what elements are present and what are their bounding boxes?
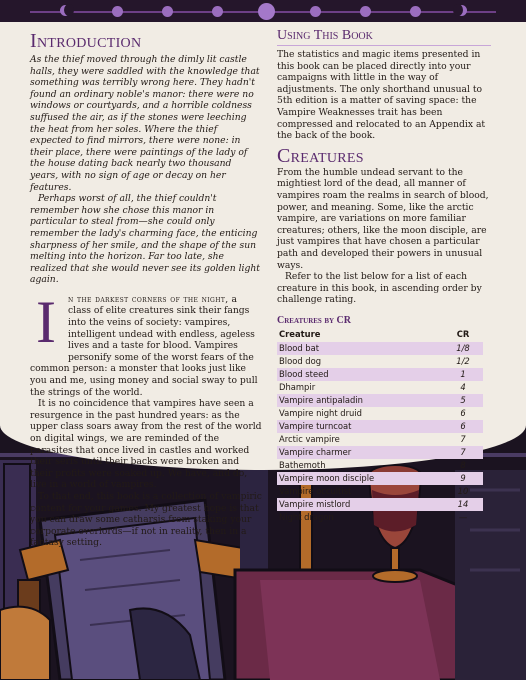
creature-name-cell: Vampire turncoat	[279, 421, 352, 432]
crescent-moon-icon	[60, 5, 71, 16]
table-row	[277, 472, 483, 485]
moon-phase-icon	[360, 6, 371, 17]
challenge-rating-cell: 1/8	[456, 343, 470, 354]
creature-name-cell: Bathemoth	[279, 460, 326, 471]
body-paragraph: It is no coincidence that vampires have seen a resurgence in the past hundred years: as the upper class soars away from the rest of the world on digital wings, we are reminded of the parasites that once lived in castles and worked their serfs until their backs were broken and their profits were soaked up. We have, and do, live in a world of vampires.	[30, 398, 262, 491]
table-row	[277, 342, 483, 355]
challenge-rating-cell: 6	[460, 421, 466, 432]
table-row	[277, 433, 483, 446]
table-row	[277, 355, 483, 368]
intro-body	[30, 288, 262, 549]
lead-in-text: n the darkest corners of the night,	[68, 293, 229, 305]
creature-name-cell: Dhampir	[279, 382, 316, 393]
moon-phase-icon	[162, 6, 173, 17]
creatures-text: Refer to the list below for a list of each creature in this book, in ascending order by challenge rating.	[277, 271, 482, 306]
challenge-rating-cell: 9	[460, 473, 466, 484]
full-moon-icon	[258, 3, 275, 20]
column-header-creature: Creature	[279, 329, 321, 340]
table-row	[277, 381, 483, 394]
challenge-rating-cell: 14	[457, 499, 469, 510]
challenge-rating-cell: 7	[460, 434, 466, 445]
creature-name-cell: Vampire mistlord	[279, 499, 351, 510]
table-title: Creatures by CR	[277, 314, 351, 326]
table-body	[277, 342, 483, 524]
challenge-rating-cell: 4	[460, 382, 466, 393]
creature-name-cell: Vampire antipaladin	[279, 395, 363, 406]
body-paragraph	[30, 288, 262, 398]
moon-phase-icon	[112, 6, 123, 17]
moon-phase-icon	[310, 6, 321, 17]
challenge-rating-cell: 5	[460, 395, 466, 406]
right-column	[277, 28, 491, 524]
creature-name-cell: Vampire charmer	[279, 447, 352, 458]
table-row	[277, 459, 483, 472]
table-row	[277, 485, 483, 498]
flavor-paragraph: Perhaps worst of all, the thief couldn't remember how she chose this manor in particular to steal from—she could only remember the lady's charming face, the enticing sharpness of her smile, and the shape of the sun melting into the horizon. Far too late, she realized that she would never see its golden light again.	[30, 193, 260, 286]
creature-name-cell: Vampire moon disciple	[279, 473, 375, 484]
using-this-book-text: The statistics and magic items presented in this book can be placed directly into your campaigns with little in the way of adjustments. The only shorthand unusual to 5th edition is a matter of saving space: the Vampire Weaknesses trait has been compressed and relocated to an Appendix at the back of the book.	[277, 49, 486, 142]
challenge-rating-cell: 7	[460, 447, 466, 458]
creatures-heading: Creatures	[277, 144, 364, 167]
body-paragraph: To that end, this book is a collection of vampiric content for your games. My greatest hope is that you can draw some catharsis from staking your corporate overlords—if not in reality, then in a fantasy setting.	[30, 490, 262, 549]
challenge-rating-cell: 8	[460, 460, 466, 471]
creatures-text: From the humble undead servant to the mightiest lord of the dead, all manner of vampires roam the realms in search of blood, power, and meaning. Some, like the arctic vampire, are variations on more familiar creatures; others, like the moon disciple, are just vampires that have chosen a particular path and developed their powers in unusual ways.	[277, 166, 489, 271]
creature-name-cell: Night dragon	[279, 512, 334, 523]
table-row	[277, 511, 483, 524]
body-paragraph-text: a class of elite creatures sink their fangs into the veins of society: vampires, intelligent undead with endless, ageless lives and a taste for blood. Vampires personify some of the worst fears of the common person: a monster that looks just like you and me, using money and social sway to pull the strings of the world.	[30, 293, 258, 398]
crescent-moon-icon	[456, 5, 467, 16]
creature-name-cell: Blood bat	[279, 343, 320, 354]
challenge-rating-cell: 1/2	[456, 356, 470, 367]
intro-flavor-text	[30, 54, 262, 286]
creature-name-cell: Blood dog	[279, 356, 322, 367]
creature-name-cell: Arctic vampire	[279, 434, 340, 445]
moon-phase-icon	[410, 6, 421, 17]
creatures-by-cr-table	[277, 328, 483, 524]
table-row	[277, 394, 483, 407]
table-row	[277, 420, 483, 433]
table-row	[277, 407, 483, 420]
creature-name-cell: Vampire occultist	[279, 486, 352, 497]
flavor-paragraph: As the thief moved through the dimly lit castle halls, they were saddled with the knowledge that something was terribly wrong here. They hadn't found an ordinary noble's manor: there were no windows or courtyards, and a horrible coldness suffused the air, as if the stones were leeching the heat from her soles. Where the thief expected to find mirrors, there were none: in their place, there were paintings of the lady of the house dating back nearly two thousand years, with no sign of age or decay on her features.	[30, 54, 260, 193]
challenge-rating-cell: 10	[457, 486, 469, 497]
using-this-book-heading: Using This Book	[277, 28, 491, 46]
column-header-cr: CR	[456, 329, 470, 340]
table-row	[277, 368, 483, 381]
challenge-rating-cell: 6	[460, 408, 466, 419]
moon-phase-icon	[212, 6, 223, 17]
creature-name-cell: Blood steed	[279, 369, 329, 380]
introduction-heading: Introduction	[30, 30, 142, 52]
table-row	[277, 498, 483, 511]
table-row	[277, 446, 483, 459]
challenge-rating-cell: —	[458, 512, 468, 523]
challenge-rating-cell: 1	[460, 369, 466, 380]
creature-name-cell: Vampire night druid	[279, 408, 363, 419]
dropcap-letter: I	[36, 288, 56, 355]
left-column	[30, 28, 262, 549]
